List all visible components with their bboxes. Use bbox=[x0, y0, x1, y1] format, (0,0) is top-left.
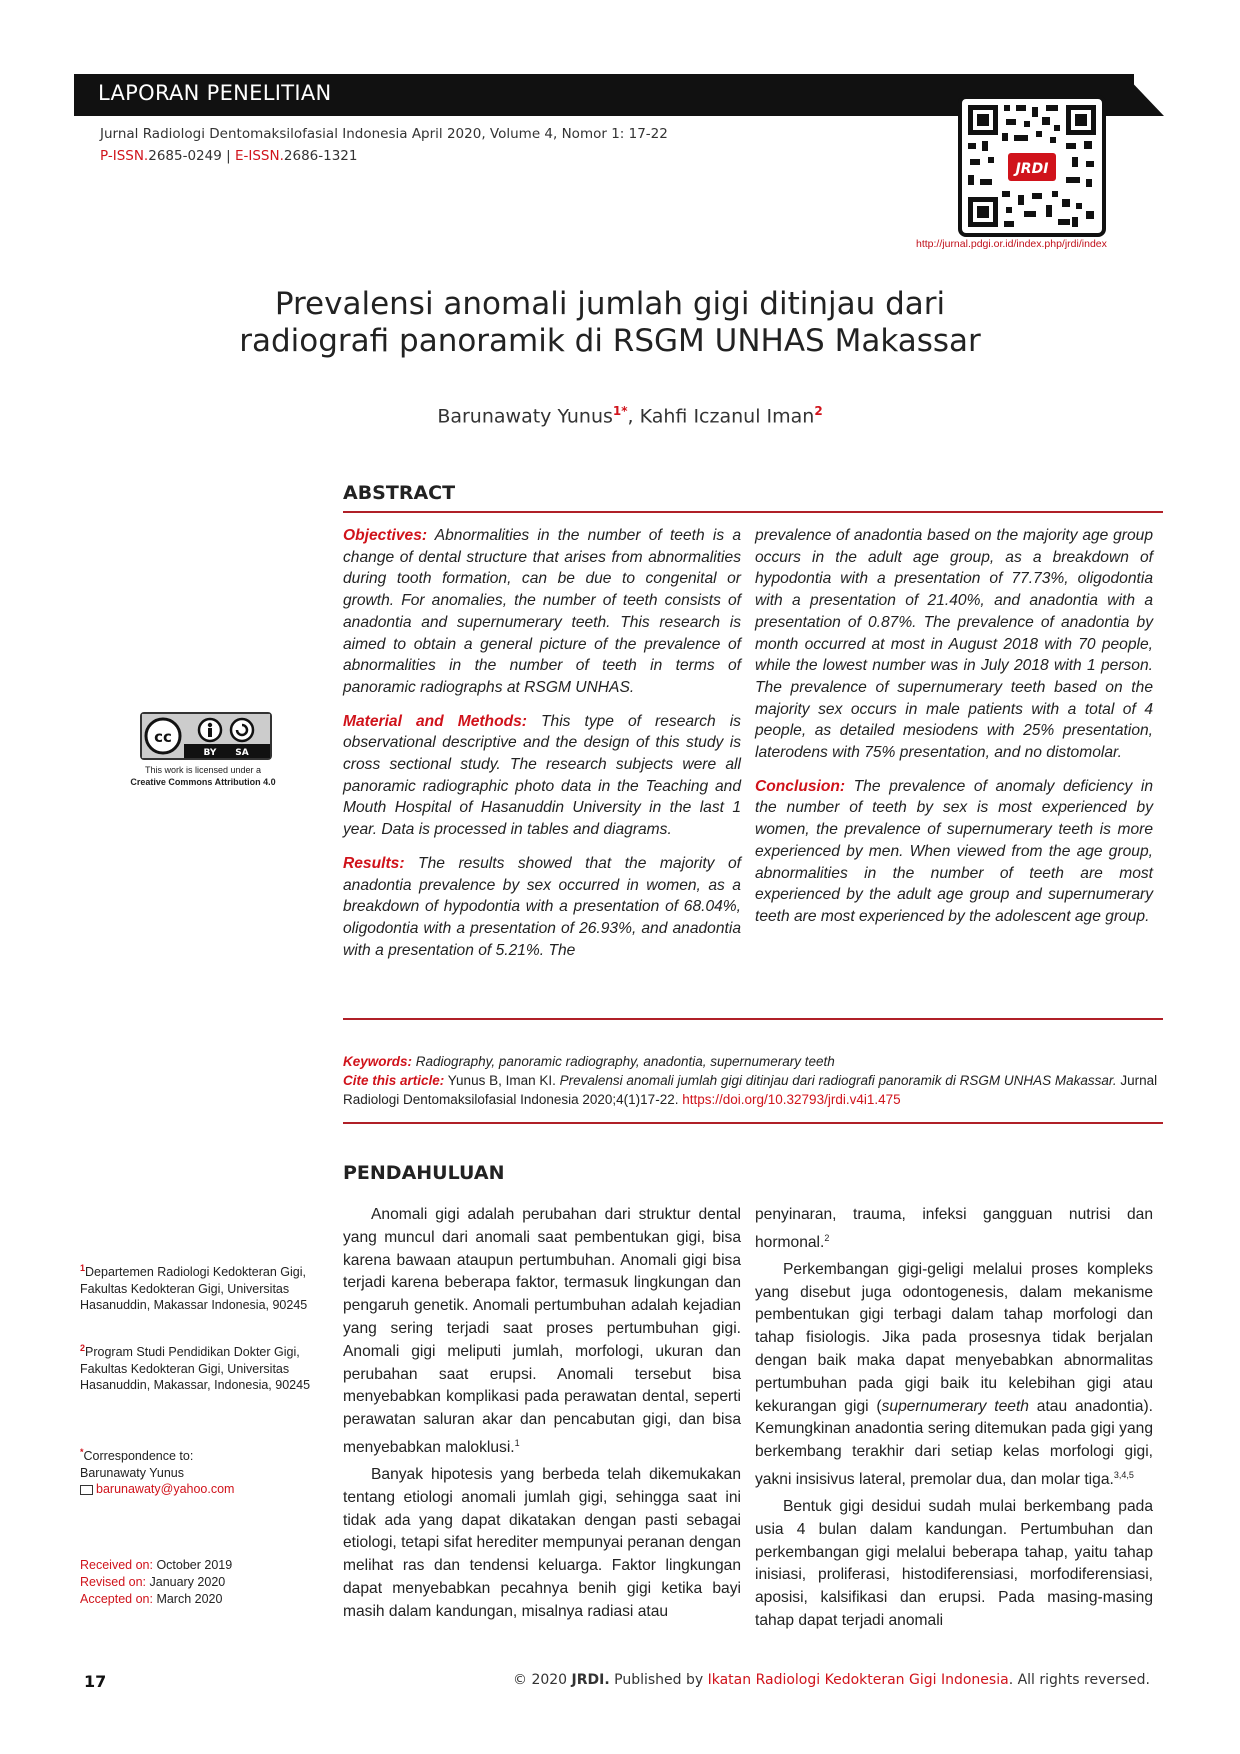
abstract-column-right bbox=[755, 525, 1153, 940]
body-p3-ref: 3,4,5 bbox=[1113, 1469, 1134, 1480]
title-line-1: Prevalensi anomali jumlah gigi ditinjau dari bbox=[274, 286, 946, 322]
keywords-bottom-rule bbox=[343, 1122, 1163, 1124]
methods-text: This type of research is observational descriptive and the design of this study is cross sectional study. The research subjects were all panoramic radiographic photo data in the Teaching and Mouth Hospital of Hasanuddin University in the last 1 year. Data is processed in tables and diagrams. bbox=[343, 712, 741, 839]
cc-sa-text: SA bbox=[235, 748, 249, 758]
conclusion-label: Conclusion: bbox=[755, 777, 846, 795]
body-paragraph-4: Bentuk gigi desidui sudah mulai berkembang pada usia 4 bulan dalam kandungan. Pertumbuhan dan perkembangan gigi melalui beberapa tahap, yaitu tahap inisiasi, proliferasi, histodiferensiasi, morfodiferensiasi, aposisi, kalsifikasi dan erupsi. Pada masing-masing tahap dapat terjadi anomali bbox=[755, 1497, 1153, 1629]
license-line-2[interactable]: Creative Commons Attribution 4.0 bbox=[130, 777, 276, 787]
author-2: Kahfi Iczanul Iman bbox=[639, 405, 815, 428]
abstract-column-left bbox=[343, 525, 741, 973]
doi-link[interactable]: https://doi.org/10.32793/jrdi.v4i1.475 bbox=[682, 1092, 901, 1107]
accepted-date: March 2020 bbox=[152, 1592, 223, 1606]
keywords-block bbox=[343, 1052, 1163, 1109]
body-column-right bbox=[755, 1204, 1153, 1637]
body-p2b-ref: 2 bbox=[824, 1232, 830, 1243]
qr-code bbox=[958, 95, 1106, 237]
abstract-heading: ABSTRACT bbox=[343, 482, 456, 504]
abstract-results-cont: prevalence of anadontia based on the majority age group occurs in the adult age group, as a breakdown of hypodontia with a presentation of 77.73%, oligodontia with a presentation of 21.40%, and anadontia with a presentation of 0.87%. The prevalence of anadontia by month occurred at most in August 2018 with 70 people, while the lowest number was in July 2018 with 1 person. The prevalence of supernumerary teeth based on the majority sex occurs in male patients with a total of 4 people, as detailed mesiodens with 25% presentation, laterodens with 75% presentation, and no distomolar. bbox=[755, 527, 1153, 762]
body-paragraph-2-cont bbox=[755, 1204, 1153, 1255]
accepted-label: Accepted on: bbox=[80, 1592, 153, 1606]
affiliation-1-text: Departemen Radiologi Kedokteran Gigi, Fakultas Kedokteran Gigi, Universitas Hasanuddin, Makassar Indonesia, 90245 bbox=[80, 1265, 308, 1313]
sa-icon bbox=[231, 719, 253, 741]
footer-rights: . All rights reversed. bbox=[1008, 1672, 1150, 1688]
received-date: October 2019 bbox=[152, 1558, 233, 1572]
body-paragraph-3 bbox=[755, 1259, 1153, 1492]
footer-published: Published by bbox=[609, 1672, 708, 1688]
mail-icon bbox=[80, 1485, 93, 1495]
keywords-label: Keywords: bbox=[343, 1054, 413, 1069]
affiliation-2-text: Program Studi Pendidikan Dokter Gigi, Fakultas Kedokteran Gigi, Universitas Hasanuddin, Makassar, Indonesia, 90245 bbox=[80, 1345, 311, 1393]
received-label: Received on: bbox=[80, 1558, 153, 1572]
author-2-sup: 2 bbox=[814, 404, 823, 418]
journal-url-link[interactable]: http://jurnal.pdgi.or.id/index.php/jrdi/index bbox=[916, 238, 1107, 250]
article-dates bbox=[80, 1557, 232, 1608]
correspondence-email-link[interactable]: barunawaty@yahoo.com bbox=[96, 1482, 235, 1497]
body-p2b-text: penyinaran, trauma, infeksi gangguan nutrisi dan hormonal. bbox=[755, 1206, 1153, 1251]
journal-citation: Jurnal Radiologi Dentomaksilofasial Indonesia April 2020, Volume 4, Nomor 1: 17-22 bbox=[100, 126, 668, 142]
correspondence-email-row bbox=[80, 1481, 318, 1498]
svg-text:cc: cc bbox=[154, 728, 172, 746]
conclusion-text: The prevalence of anomaly deficiency in the number of teeth by sex is most experienced by women, the prevalence of supernumerary teeth is more experienced by men. When viewed from the age group, abnormalities in the number of teeth are most experienced by the adult age group and supernumerary teeth are most experienced by the adolescent age group. bbox=[755, 777, 1153, 925]
abstract-conclusion bbox=[755, 776, 1153, 928]
issn-line bbox=[100, 148, 357, 164]
methods-label: Material and Methods: bbox=[343, 712, 527, 730]
cite-line bbox=[343, 1071, 1163, 1109]
keywords-text: Radiography, panoramic radiography, anadontia, supernumerary teeth bbox=[412, 1054, 835, 1069]
correspondence-name: Barunawaty Yunus bbox=[80, 1465, 185, 1480]
body-p1-ref: 1 bbox=[514, 1437, 520, 1448]
correspondence bbox=[80, 1444, 318, 1498]
footer-copy: © 2020 bbox=[513, 1672, 572, 1688]
qr-logo-text: JRDI bbox=[1015, 161, 1049, 177]
issn-separator: | bbox=[221, 148, 235, 164]
body-p1-text: Anomali gigi adalah perubahan dari struktur dental yang muncul dari anomali saat pembentukan gigi, bisa karena bawaan ataupun pertumbuhan. Anomali gigi bisa terjadi karena beberapa faktor, termasuk lingkungan dan pengaruh genetik. Anomali pertumbuhan adalah kejadian yang sering terjadi saat proses pertumbuhan gigi. Anomali gigi meliputi jumlah, morfologi, ukuran dan perubahan saat erupsi. Anomali tersebut bisa menyebabkan komplikasi pada perawatan dental, seperti perawatan saluran akar dan pencabutan gigi, dan bisa menyebabkan maloklusi. bbox=[343, 1206, 741, 1457]
abstract-objectives bbox=[343, 525, 741, 699]
affiliation-1 bbox=[80, 1260, 318, 1314]
e-issn: 2686-1321 bbox=[283, 148, 358, 164]
abstract-top-rule bbox=[343, 511, 1163, 513]
results-label: Results: bbox=[343, 854, 405, 872]
body-p3-italic: supernumerary teeth bbox=[881, 1397, 1029, 1415]
footer-jrdi: JRDI. bbox=[571, 1672, 610, 1688]
license-line-1: This work is licensed under a bbox=[144, 765, 262, 775]
section-heading-pendahuluan: PENDAHULUAN bbox=[343, 1162, 505, 1184]
body-p3-text-b: atau anadontia). Kemungkinan anadontia sering ditemukan pada gigi yang berkembang terakhir dari setiap kelas morfologi gigi, yakni insisivus lateral, premolar dua, dan molar tiga. bbox=[755, 1397, 1153, 1489]
body-paragraph-2: Banyak hipotesis yang berbeda telah dikemukakan tentang etiologi anomali jumlah gigi, sehingga saat ini tidak ada yang dapat dikatakan dengan pasti sebagai etiologi, tetapi sifat herediter mempunyai peranan dengan melihat ras dan tendensi keluarga. Faktor lingkungan dapat menyebabkan pecahnya benih gigi ketika bayi masih dalam kandungan, misalnya radiasi atau bbox=[343, 1465, 741, 1620]
body-p3-text: Perkembangan gigi-geligi melalui proses kompleks yang disebut juga odontogenesis, dalam mekanisme pembentukan gigi terbagi dalam tahap morfologi dan tahap fisiologis. Jika pada prosesnya tidak berjalan dengan baik maka dapat menyebabkan abnormalitas pertumbuhan pada gigi baik itu kelebihan gigi atau kekurangan gigi ( bbox=[755, 1260, 1153, 1415]
objectives-label: Objectives: bbox=[343, 527, 428, 544]
correspondence-label: Correspondence to: bbox=[83, 1449, 194, 1464]
cite-authors: Yunus B, Iman KI. bbox=[444, 1073, 560, 1088]
objectives-text: Abnormalities in the number of teeth is a change of dental structure that arises from abnormalities during tooth formation, can be due to congenital or growth. For anomalies, the number of teeth consists of anadontia and supernumerary teeth. This research is aimed to obtain a general picture of the prevalence of abnormalities in the number of teeth in terms of panoramic radiographs at RSGM UNHAS. bbox=[343, 527, 741, 696]
body-paragraph-1 bbox=[343, 1204, 741, 1460]
abstract-methods bbox=[343, 711, 741, 841]
author-1-sup: 1* bbox=[612, 404, 628, 418]
copyright-footer bbox=[470, 1672, 1150, 1688]
revised-date: January 2020 bbox=[146, 1575, 226, 1589]
cite-journal: Jurnal Radiologi Dentomaksilofasial Indonesia 2020;4(1)17-22. bbox=[343, 1073, 1158, 1107]
cite-label: Cite this article: bbox=[343, 1073, 445, 1088]
revised-label: Revised on: bbox=[80, 1575, 147, 1589]
keywords-line bbox=[343, 1052, 1163, 1071]
page-number: 17 bbox=[84, 1672, 107, 1691]
e-issn-label: E-ISSN. bbox=[234, 148, 284, 164]
affiliation-2 bbox=[80, 1340, 318, 1394]
title-line-2: radiografi panoramik di RSGM UNHAS Makassar bbox=[239, 323, 981, 359]
article-title bbox=[200, 286, 1020, 360]
abstract-results bbox=[343, 853, 741, 962]
cite-title: Prevalensi anomali jumlah gigi ditinjau dari radiografi panoramik di RSGM UNHAS Makassar. bbox=[559, 1073, 1117, 1088]
affiliation-1-sup: 1 bbox=[80, 1263, 86, 1273]
license-text bbox=[110, 764, 296, 788]
p-issn: 2685-0249 bbox=[148, 148, 222, 164]
footer-org-link[interactable]: Ikatan Radiologi Kedokteran Gigi Indonesia bbox=[707, 1672, 1009, 1688]
p-issn-label: P-ISSN. bbox=[100, 148, 149, 164]
author-1: Barunawaty Yunus bbox=[437, 405, 613, 428]
affiliation-2-sup: 2 bbox=[80, 1343, 86, 1353]
results-text: The results showed that the majority of anadontia prevalence by sex occurred in women, as a breakdown of hypodontia with a presentation of 68.04%, oligodontia with a presentation of 26.93%, and anadontia with a presentation of 5.21%. The bbox=[343, 854, 741, 959]
correspondence-sup: * bbox=[80, 1447, 84, 1457]
author-list bbox=[350, 404, 910, 427]
author-separator: , bbox=[627, 405, 640, 428]
body-column-left bbox=[343, 1204, 741, 1628]
cc-by-text: BY bbox=[203, 748, 217, 758]
banner-label: LAPORAN PENELITIAN bbox=[98, 81, 332, 105]
abstract-bottom-rule bbox=[343, 1018, 1163, 1020]
cc-license-badge[interactable] bbox=[140, 712, 272, 760]
